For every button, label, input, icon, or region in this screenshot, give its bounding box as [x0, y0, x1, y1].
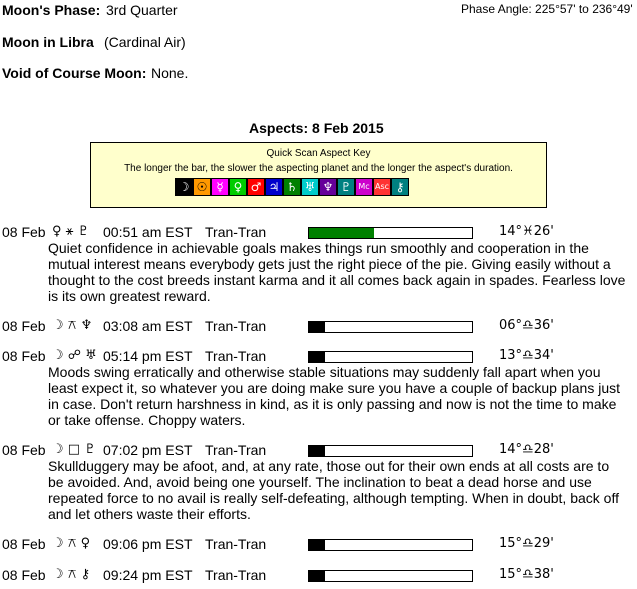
aspect-position: 14°♓26' — [499, 224, 554, 239]
duration-bar-fill — [309, 446, 325, 456]
aspect-position: 15°♎38' — [499, 567, 554, 582]
aspect-glyph: ☽ ⚻ ♀ — [52, 536, 91, 551]
duration-bar — [308, 321, 473, 333]
aspect-position: 15°♎29' — [499, 536, 554, 551]
moon-sign-label: Moon in Libra — [2, 34, 94, 50]
legend-glyph-icon: Mc — [355, 178, 373, 196]
aspect-date: 08 Feb — [2, 567, 46, 583]
aspect-type: Tran-Tran — [205, 442, 267, 458]
legend-glyph-icon: ♄ — [283, 178, 301, 196]
aspect-time: 07:02 pm EST — [103, 442, 193, 458]
phase-angle: Phase Angle: 225°57' to 236°49' — [461, 2, 633, 16]
aspect-date: 08 Feb — [2, 318, 46, 334]
aspect-description: Moods swing erratically and otherwise stable situations may suddenly fall apart when you least expect it, so whatever you are doing make sure you have a couple of backup plans just in case. Don't return harshness in kind, as it is only passing and now is not the time to make or take offense. Choppy waters. — [48, 364, 621, 428]
aspect-type: Tran-Tran — [205, 567, 267, 583]
void-of-course-value: None. — [151, 65, 189, 81]
duration-bar-fill — [309, 322, 325, 332]
aspect-glyph: ☽ ☍ ♅ — [52, 348, 97, 363]
aspect-position: 06°♎36' — [499, 318, 554, 333]
legend-glyph-icon: ☿ — [211, 178, 229, 196]
void-of-course-label: Void of Course Moon: — [2, 65, 147, 81]
legend-glyph-icon: ♃ — [265, 178, 283, 196]
aspect-date: 08 Feb — [2, 348, 46, 364]
key-title: Quick Scan Aspect Key — [266, 148, 371, 159]
duration-bar — [308, 227, 473, 239]
moon-sign-value: (Cardinal Air) — [104, 34, 186, 50]
duration-bar — [308, 445, 473, 457]
aspect-date: 08 Feb — [2, 442, 46, 458]
legend-glyph-icon: ♀ — [229, 178, 247, 196]
legend-glyph-icon: Asc — [373, 178, 391, 196]
moon-phase-value: 3rd Quarter — [106, 2, 178, 18]
moon-phase-label: Moon's Phase: — [2, 2, 101, 18]
aspects-title: Aspects: 8 Feb 2015 — [249, 120, 384, 136]
aspect-time: 03:08 am EST — [103, 318, 193, 334]
quick-scan-aspect-key — [90, 142, 547, 208]
aspect-type: Tran-Tran — [205, 348, 267, 364]
aspect-type: Tran-Tran — [205, 318, 267, 334]
planet-glyph-legend — [175, 178, 409, 196]
aspect-time: 05:14 pm EST — [103, 348, 193, 364]
aspect-glyph: ♀ ⚹ ♇ — [52, 224, 90, 239]
aspect-time: 09:24 pm EST — [103, 567, 193, 583]
aspect-position: 13°♎34' — [499, 348, 554, 363]
aspect-glyph: ☽ ⚻ ♆ — [52, 318, 93, 333]
legend-glyph-icon: ☽ — [175, 178, 193, 196]
legend-glyph-icon: ♆ — [319, 178, 337, 196]
legend-glyph-icon: ♇ — [337, 178, 355, 196]
duration-bar — [308, 539, 473, 551]
duration-bar — [308, 570, 473, 582]
aspect-date: 08 Feb — [2, 536, 46, 552]
legend-glyph-icon: ☉ — [193, 178, 211, 196]
aspect-type: Tran-Tran — [205, 536, 267, 552]
aspect-glyph: ☽ □ ♇ — [52, 442, 96, 457]
aspect-date: 08 Feb — [2, 224, 46, 240]
duration-bar-fill — [309, 352, 325, 362]
duration-bar-fill — [309, 540, 325, 550]
aspect-time: 00:51 am EST — [103, 224, 193, 240]
duration-bar — [308, 351, 473, 363]
aspect-description: Skullduggery may be afoot, and, at any rate, those out for their own ends at all costs are to be avoided. And, avoid being one yourself. The inclination to beat a dead horse and use repeated force to no avail is really self-defeating, although tempting. When in doubt, back off and let others waste their efforts. — [48, 458, 619, 522]
aspect-time: 09:06 pm EST — [103, 536, 193, 552]
legend-glyph-icon: ⚷ — [391, 178, 409, 196]
legend-glyph-icon: ♂ — [247, 178, 265, 196]
duration-bar-fill — [309, 228, 374, 238]
duration-bar-fill — [309, 571, 325, 581]
aspect-glyph: ☽ ⚻ ⚷ — [52, 567, 91, 582]
aspect-type: Tran-Tran — [205, 224, 267, 240]
aspect-position: 14°♎28' — [499, 442, 554, 457]
key-subtitle: The longer the bar, the slower the aspecting planet and the longer the aspect's duration. — [124, 163, 513, 174]
legend-glyph-icon: ♅ — [301, 178, 319, 196]
aspect-description: Quiet confidence in achievable goals makes things run smoothly and cooperation in the mutual interest means everybody gets just the right piece of the pie. Giving easily without a thought to the cost breeds instant karma and it all comes back again in spades. Fearless love is its own greatest reward. — [48, 240, 626, 304]
